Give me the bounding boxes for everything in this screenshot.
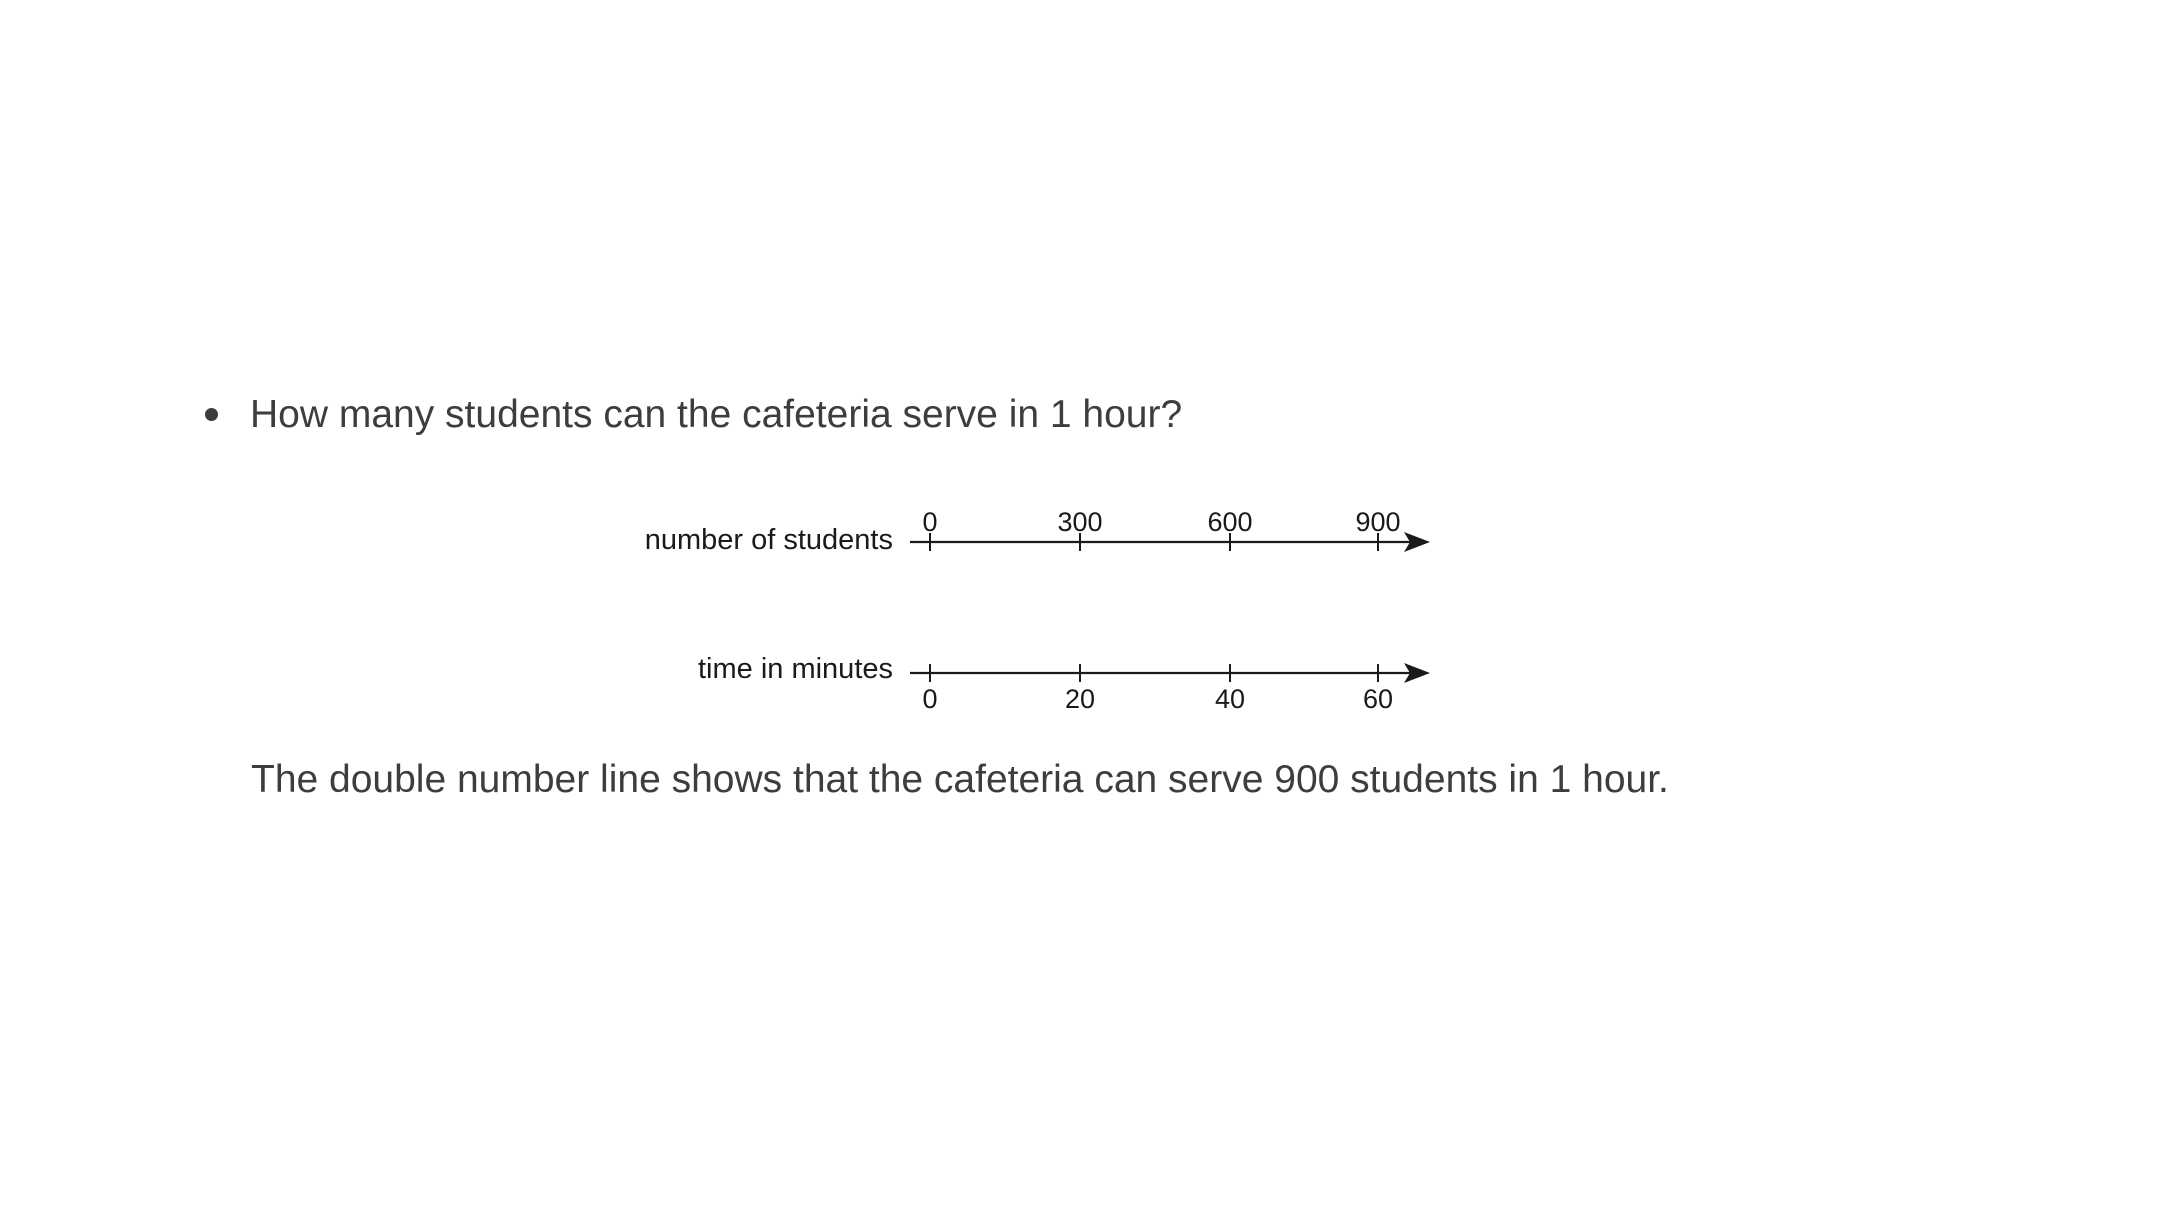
bottom-number-line	[698, 653, 1430, 714]
bottom-tick-label: 20	[1064, 684, 1096, 714]
top-tick-label: 900	[1355, 507, 1401, 537]
top-number-line	[645, 507, 1430, 556]
top-line-label: number of students	[644, 524, 893, 556]
bottom-tick-label: 60	[1362, 684, 1394, 714]
bottom-tick-label: 0	[922, 684, 938, 714]
question-text: How many students can the cafeteria serve in 1 hour?	[250, 393, 1183, 436]
top-tick-label: 0	[922, 507, 938, 537]
top-tick-label: 300	[1057, 507, 1103, 537]
bottom-line-label: time in minutes	[697, 653, 893, 685]
top-tick-label: 600	[1207, 507, 1253, 537]
answer-text: The double number line shows that the cafeteria can serve 900 students in 1 hour.	[251, 758, 1669, 801]
bottom-tick-label: 40	[1214, 684, 1246, 714]
